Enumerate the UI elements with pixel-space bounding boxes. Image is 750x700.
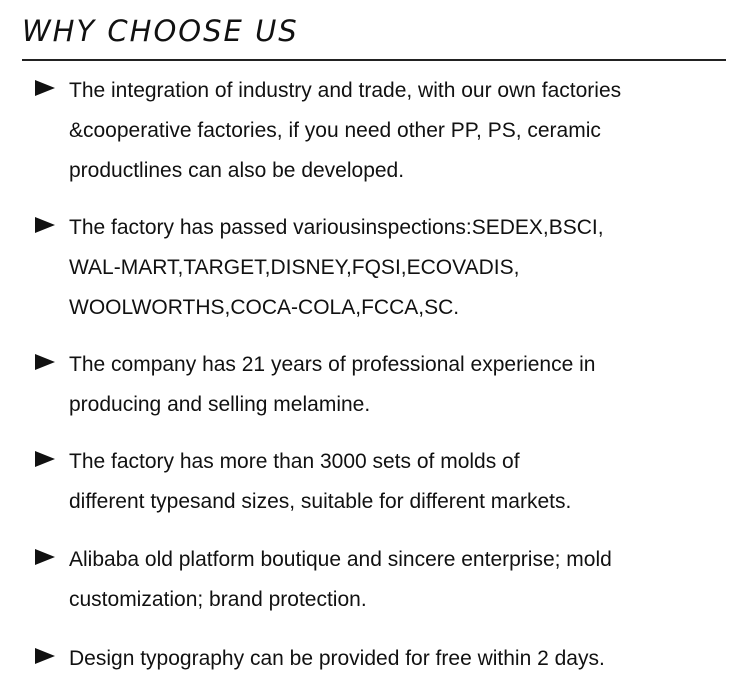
list-item-text [69,540,734,620]
list-item-line: Design typography can be provided for free within 2 days. [69,647,605,670]
title-underline [22,59,726,61]
list-item-line: customization; brand protection. [69,588,367,611]
triangle-right-icon [35,549,55,565]
list-item-line: WAL-MART,TARGET,DISNEY,FQSI,ECOVADIS, [69,256,520,279]
list-item-text [69,71,734,191]
list-item-line: Alibaba old platform boutique and sincere enterprise; mold [69,548,612,571]
list-item-line: The factory has passed variousinspections:SEDEX,BSCI, [69,216,604,239]
triangle-right-icon [35,648,55,664]
list-item-line: &cooperative factories, if you need other PP, PS, ceramic [69,119,601,142]
list-item-line: productlines can also be developed. [69,159,405,182]
page-title: WHY CHOOSE US [22,14,299,48]
list-item-text [69,639,734,679]
triangle-right-icon [35,451,55,467]
list-item-text [69,208,734,328]
triangle-right-icon [35,354,55,370]
list-item-text [69,442,734,522]
list-item-text [69,345,734,425]
list-item-line: The company has 21 years of professional experience in [69,353,596,376]
list-item-line: The integration of industry and trade, with our own factories [69,79,622,102]
list-item-line: WOOLWORTHS,COCA-COLA,FCCA,SC. [69,296,460,319]
list-item-line: different typesand sizes, suitable for different markets. [69,490,572,513]
triangle-right-icon [35,217,55,233]
list-item-line: The factory has more than 3000 sets of molds of [69,450,520,473]
list-item-line: producing and selling melamine. [69,393,371,416]
triangle-right-icon [35,80,55,96]
